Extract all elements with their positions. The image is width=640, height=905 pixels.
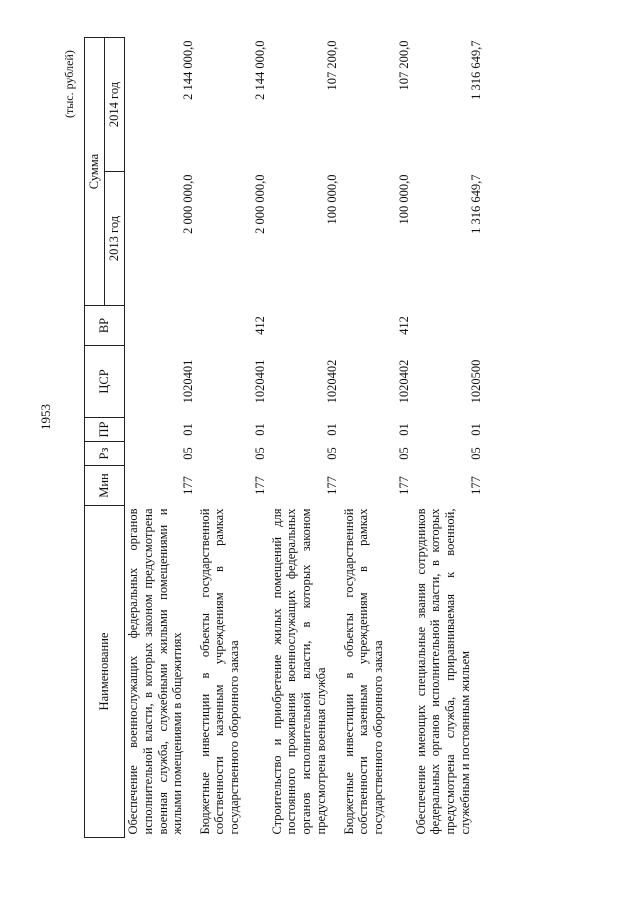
row-csr: 1020401: [180, 359, 195, 404]
table-row: [197, 38, 269, 838]
row-name: Обеспечение имеющих специальные звания сотрудников федеральных органов исполнительной власти, в которых предусмотрена служба, приравниваемая к военной, служебным и постоянным жильем: [413, 508, 472, 835]
row-vr: 412: [252, 316, 267, 335]
row-2013: 2 000 000,0: [180, 174, 195, 234]
row-vr: [269, 306, 341, 346]
row-name: Бюджетные инвестиции в объекты государственной собственности казенным учреждениям в рамках государственного оборонного заказа: [197, 508, 241, 835]
header-min: Мин: [85, 466, 125, 506]
row-2013: 2 000 000,0: [252, 174, 267, 234]
row-csr: 1020401: [252, 359, 267, 404]
row-min: 177: [324, 476, 339, 495]
row-vr: [125, 306, 197, 346]
row-rz: 05: [252, 447, 267, 460]
budget-table: [84, 37, 485, 838]
row-min: 177: [252, 476, 267, 495]
row-min: 177: [396, 476, 411, 495]
table-row: [413, 38, 485, 838]
row-2014: 2 144 000,0: [252, 40, 267, 100]
row-2013: 100 000,0: [396, 174, 411, 225]
row-min: 177: [468, 476, 483, 495]
row-csr: 1020402: [324, 359, 339, 404]
row-pr: 01: [180, 423, 195, 436]
row-name: Обеспечение военнослужащих федеральных органов исполнительной власти, в которых законом предусмотрена военная служба, служебными жилыми помещениями и жилыми помещениями в общежитиях: [126, 508, 185, 835]
header-sum: Сумма: [85, 38, 105, 306]
row-name: Бюджетные инвестиции в объекты государственной собственности казенным учреждениям в рамках государственного оборонного заказа: [341, 508, 385, 835]
header-rz: Рз: [85, 442, 125, 466]
row-name: Строительство и приобретение жилых помещений для постоянного проживания военнослужащих федеральных органов исполнительной власти, в которых законом предусмотрена военная служба: [269, 508, 328, 835]
row-rz: 05: [324, 447, 339, 460]
row-pr: 01: [396, 423, 411, 436]
row-2014: 107 200,0: [396, 40, 411, 91]
rotated-table-area: [84, 38, 532, 838]
row-rz: 05: [396, 447, 411, 460]
table-row: [269, 38, 341, 838]
row-csr: 1020402: [396, 359, 411, 404]
units-label: (тыс. рублей): [62, 50, 76, 118]
row-vr: 412: [396, 316, 411, 335]
row-2013: 100 000,0: [324, 174, 339, 225]
table-row: [341, 38, 413, 838]
row-rz: 05: [180, 447, 195, 460]
row-vr: [413, 306, 485, 346]
header-csr: ЦСР: [85, 346, 125, 418]
header-2013: 2013 год: [105, 172, 125, 306]
header-vr: ВР: [85, 306, 125, 346]
row-pr: 01: [324, 423, 339, 436]
header-pr: ПР: [85, 418, 125, 442]
table-row: [125, 38, 197, 838]
row-2014: 2 144 000,0: [180, 40, 195, 100]
row-pr: 01: [468, 423, 483, 436]
row-csr: 1020500: [468, 359, 483, 404]
row-min: 177: [180, 476, 195, 495]
row-2014: 107 200,0: [324, 40, 339, 91]
row-pr: 01: [252, 423, 267, 436]
header-name: Наименование: [85, 506, 125, 838]
page-number: 1953: [38, 404, 53, 430]
row-rz: 05: [468, 447, 483, 460]
row-2014: 1 316 649,7: [468, 40, 483, 100]
row-2013: 1 316 649,7: [468, 174, 483, 234]
header-2014: 2014 год: [105, 38, 125, 172]
